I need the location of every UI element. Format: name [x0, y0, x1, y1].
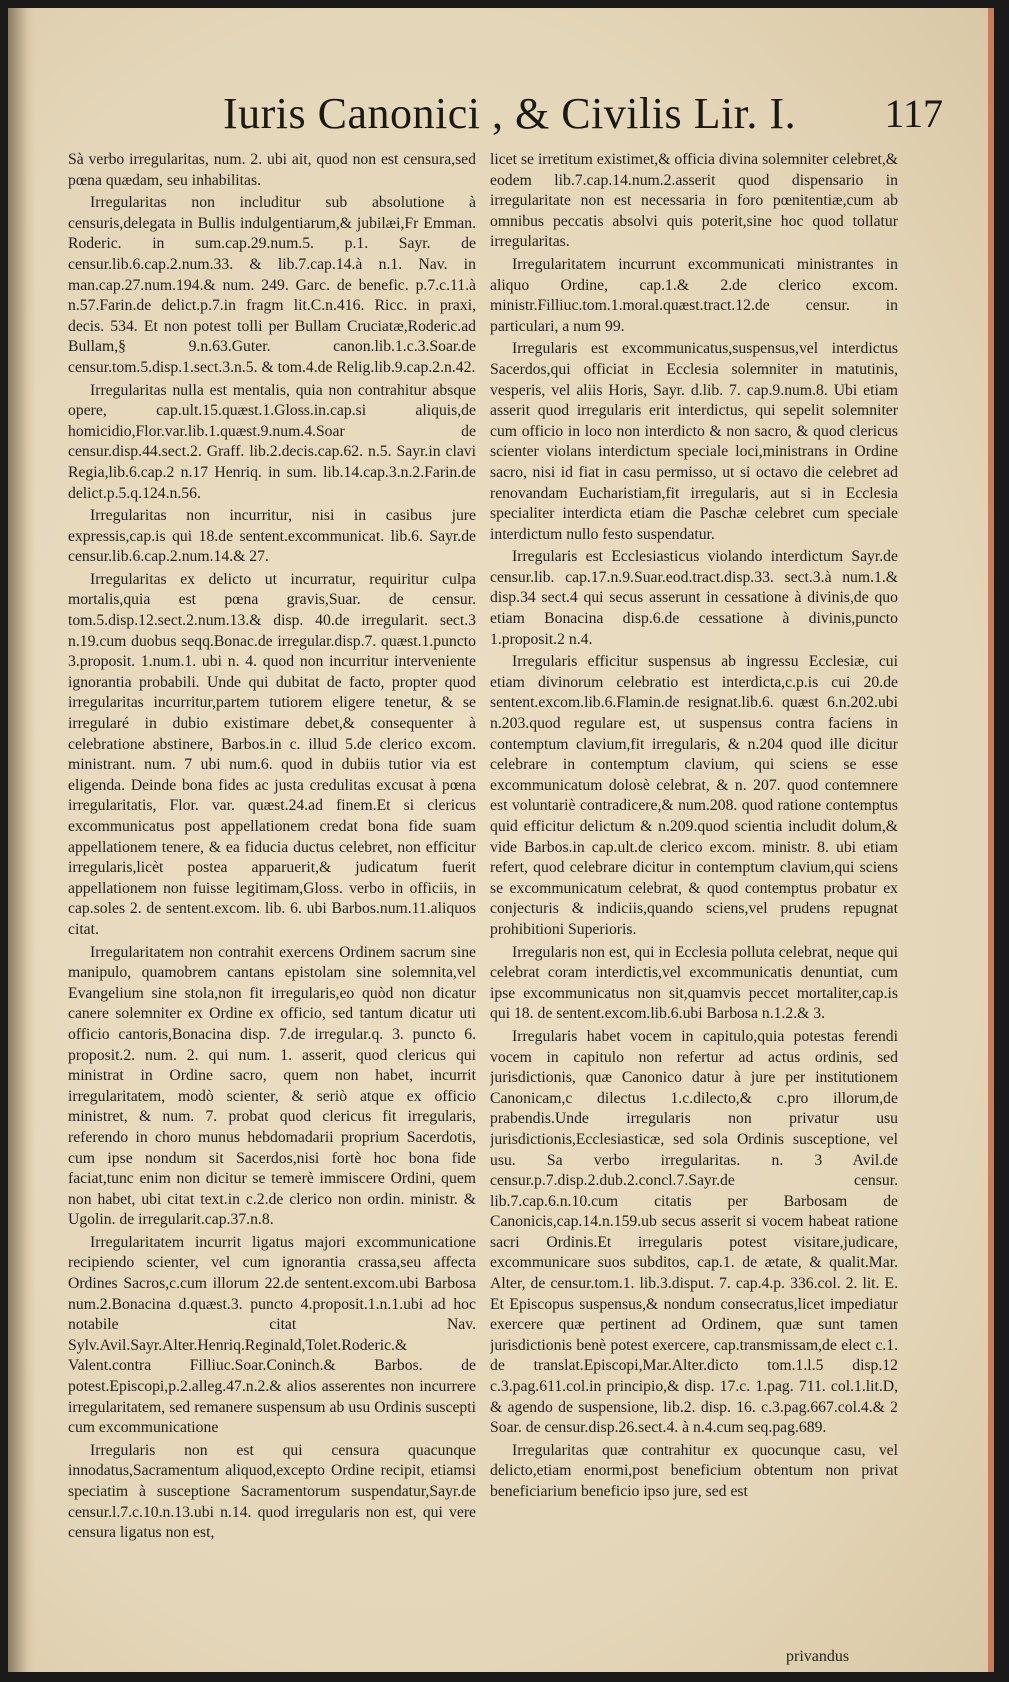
page-gutter [8, 8, 36, 1672]
paragraph: Irregularis non est, qui in Ecclesia polluta celebrat, neque qui celebrat coram interdictis,vel excommunicatis denuntiat, cum ipse excommunicatus non sit,quamvis peccet mortaliter,cap.is qui 18. de sentent.excom.lib.6.ubi Barbosa n.1.2.& 3. [490, 943, 898, 1023]
paragraph: Irregularis non est qui censura quacunque innodatus,Sacramentum aliquod,excepto Ordine recipit, etiamsi speciatim à susceptione Sacramentorum suspendatur,Sayr.de censur.l.7.c.10.n.13.ubi n.14. quod irregularis non est, qui vere censura ligatus non est, [68, 1441, 476, 1542]
paragraph: Irregularis habet vocem in capitulo,quia potestas ferendi vocem in capitulo non refertur ad actus ordinis, sed jurisdictionis, quæ Canonico datur à jure per institutionem Canonicam,c dilectus 1.c.dilecto,& c.pro illorum,de prabendis.Unde irregularis non privatur usu jurisdictionis,Ecclesiasticæ, sed sola Ordinis susceptione, vel usu. Sa verbo irregularitas. n. 3 Avil.de censur.p.7.disp.2.dub.2.concl.7.Sayr.de censur. lib.7.cap.6.n.10.cum citatis per Barbosam de Canonicis,cap.14.n.159.ub secus asserit si vocem habeat ratione sacri Ordinis.Et irregularis potest visitare,judicare, excommunicare suos subditos, cap.1. de ætate, & qualit.Mar. Alter, de censur.tom.1. lib.3.disput. 7. cap.4.p. 336.col. 2. lit. E. Et Episcopus suspensus,& nondum consecratus,licet impediatur exercere quæ pertinent ad Ordinem, quæ sunt tamen jurisdictionis benè potest exercere, cap.transmissam,de elect c.1. de translat.Episcopi,Mar.Alter.dicto tom.1.l.5 disp.12 c.3.pag.611.col.in principio,& disp. 17.c. 1.pag. 711. col.1.lit.D, & agendo de suspensione, lib.2. disp. 16. c.3.pag.667.col.4.& 2 Soar. de censur.disp.26.sect.4. à n.4.cum seq.pag.689. [490, 1027, 898, 1437]
book-page [8, 8, 994, 1672]
running-title: Iuris Canonici , & Civilis Lir. I. [223, 89, 797, 138]
paragraph: Irregularis est excommunicatus,suspensus,vel interdictus Sacerdos,qui officiat in Ecclesia solemniter in matutinis, vesperis, vel aliis Horis, Sayr. d.lib. 7. cap.9.num.8. Ubi etiam asserit quod irregularis erit interdictus, qui sepelit solemniter cum officio in loco non interdicto & non sacro, & quod clericus scienter violans interdictum speciale loci,ministrans in Ordine sacro, nisi id fiat in casu permisso, ut si octavo die celebret ad renovandam Eucharistiam,fit irregularis, aut si in Ecclesia specialiter interdicta etiam die Paschæ celebret cum speciale interdictum nullo festo suspendatur. [490, 340, 898, 543]
right-column [490, 150, 898, 1650]
paragraph: Irregularitas ex delicto ut incurratur, requiritur culpa mortalis,quia est pœna gravis,Suar. de censur. tom.5.disp.12.sect.2.num.13.& disp. 40.de irregularit. sect.3 n.19.cum duobus seqq.Bonac.de irregular.disp.7. quæst.1.puncto 3.proposit. 1.num.1. ubi n. 4. quod non incurritur interveniente ignorantia probabili. Unde qui dubitat de facto, propter quod irregularitas incurritur,partem tutiorem eligere tenetur, & se irregularé in dubio existimare debet,& consequenter à celebratione abstinere, Barbos.in c. illud 5.de clerico excom. ministrant. num. 7 ubi num.6. quod in dubiis tutior via est eligenda. Deinde bona fides ac justa credulitas excusat à pœna irregularitatis, Flor. var. quæst.24.ad finem.Et si clericus excommunicatus post appellationem credat bona fide suam appellationem tenere, & ea fiducia ductus celebret, non efficitur irregularis,licèt postea apparuerit,& judicatum fuerit appellationem non fuisse legitimam,Gloss. verbo in officiis, in cap.soles 2. de sentent.excom. lib. 6. ubi Barbos.num.11.aliquos citat. [68, 570, 476, 938]
paragraph: licet se irretitum existimet,& officia divina solemniter celebret,& eodem lib.7.cap.14.num.2.asserit quod dispensario in irregularitate non est necessaria in foro pœnitentiæ,cum ab omnibus peccatis absolvi quis poterit,sine hoc quod tollatur irregularitas. [490, 151, 898, 251]
paragraph: Irregularitas non includitur sub absolutione à censuris,delegata in Bullis indulgentiarum,& jubilæi,Fr Emman. Roderic. in sum.cap.29.num.5. p.1. Sayr. de censur.lib.6.cap.2.num.33. & lib.7.cap.14.à n.1. Nav. in man.cap.27.num.194.& num. 249. Garc. de benefic. p.7.c.11.à n.57.Farin.de delict.p.7.in fragm lit.C.n.416. Ricc. in praxi, decis. 534. Et non potest tolli per Bullam Cruciatæ,Roderic.ad Bullam,§ 9.n.63.Guter. canon.lib.1.c.3.Soar.de censur.tom.5.disp.1.sect.3.n.5. & tom.4.de Relig.lib.9.cap.2.n.42. [68, 194, 476, 376]
page-number: 117 [884, 91, 943, 136]
paragraph: Irregularitas non incurritur, nisi in casibus jure expressis,cap.is qui 18.de sentent.excommunicat. lib.6. Sayr.de censur.lib.6.cap.2.num.14.& 27. [68, 507, 476, 566]
paragraph: Irregularitatem non contrahit exercens Ordinem sacrum sine manipulo, quamobrem cantans epistolam sine solemnita,vel Evangelium sine stola,non fit irregularis,eo quòd non dicatur canere solemniter ex Ordine ex officio, sed tantum dicatur uti officio cantoris,Bonacina disp. 7.de irregular.q. 3. puncto 6. proposit.2. num. 2. qui num. 1. asserit, quod clericus qui ministrat in Ordine sacro, quem non habet, incurrit irregularitatem, modò scienter, & seriò atque ex officio ministret, & num. 7. probat quod clericus fit irregularis, referendo in choro munus hebdomadarii proprium Sacerdotis, cum ipse nondum sit Sacerdos,nisi fortè hoc bona fide faciat,tunc enim non dicitur se temerè immiscere Ordini, quem non habet, ubi citat text.in c.2.de clerico non ordin. ministr. & Ugolin. de irregularit.cap.37.n.8. [68, 943, 476, 1229]
paragraph: Irregularitatem incurrit ligatus majori excommunicatione recipiendo scienter, vel cum ignorantia crassa,seu affecta Ordines Sacros,c.cum illorum 22.de sentent.excom.ubi Barbosa num.2.Bonacina d.quæst.3. puncto 4.proposit.1.n.1.ubi ad hoc notabile citat Nav. Sylv.Avil.Sayr.Alter.Henriq.Reginald,Tolet.Roderic.& Valent.contra Filliuc.Soar.Coninch.& Barbos. de potest.Episcopi,p.2.alleg.47.n.2.& alios asserentes non incurrere irregularitatem, sed remanere suspensum ab usu Ordinis suscepti cum excommunicatione [68, 1233, 476, 1437]
left-column [68, 150, 476, 1650]
paragraph: Irregularitas nulla est mentalis, quia non contrahitur absque opere, cap.ult.15.quæst.1.Gloss.in.cap.si aliquis,de homicidio,Flor.var.lib.1.quæst.9.num.4.Soar de censur.disp.44.sect.2. Graff. lib.2.decis.cap.62. n.5. Sayr.in clavi Regia,lib.6.cap.2 n.17 Henriq. in sum. lib.14.cap.3.n.2.Farin.de delict.p.5.q.124.n.56. [68, 381, 476, 502]
paragraph: Sà verbo irregularitas, num. 2. ubi ait, quod non est censura,sed pœna quædam, seu inhabilitas. [68, 151, 476, 189]
paragraph: Irregularis efficitur suspensus ab ingressu Ecclesiæ, cui etiam divinorum celebratio est interdicta,c.p.is cui 20.de sentent.excom.lib.6.Flamin.de resignat.lib.6. quæst 6.n.202.ubi n.203.quod regulare est, ut suspensus contra faciens in contemptum clavium,fit irregularis, & n.204 quod ille dicitur celebrare in contemptum clavium, qui sciens se esse excommunicatum dolosè celebrat, & n. 207. quod contemnere est voluntariè contradicere,& num.208. quod ratione contemptus quid efficitur delictum & n.209.quod scientia includit dolum,& vide Barbos.in cap.ult.de clerico excom. ministr. 8. ubi etiam refert, quod celebrare dicitur in contemptum clavium,qui sciens se excommunicatum celebrat, & quod contemptus probatur ex conjecturis & indiciis,quando sciens,vel prudens repugnat prohibitioni Superioris. [490, 653, 898, 938]
paragraph: Irregularitatem incurrunt excommunicati ministrantes in aliquo Ordine, cap.1.& 2.de clerico excom. ministr.Filliuc.tom.1.moral.quæst.tract.12.de censur. in particulari, a num 99. [490, 255, 898, 335]
paragraph: Irregularitas quæ contrahitur ex quocunque casu, vel delicto,etiam enormi,post beneficium obtentum non privat beneficiarium beneficio ipso jure, sed est [490, 1441, 898, 1500]
catchword: privandus [786, 1648, 850, 1665]
paragraph: Irregularis est Ecclesiasticus violando interdictum Sayr.de censur.lib. cap.17.n.9.Suar.eod.tract.disp.33. sect.3.à num.1.& disp.34 sect.4 qui secus asserunt in cessatione à divinis,de quo etiam Bonacina disp.6.de cessatione à divinis,puncto 1.proposit.2 n.4. [490, 548, 898, 648]
page-header [223, 88, 943, 148]
